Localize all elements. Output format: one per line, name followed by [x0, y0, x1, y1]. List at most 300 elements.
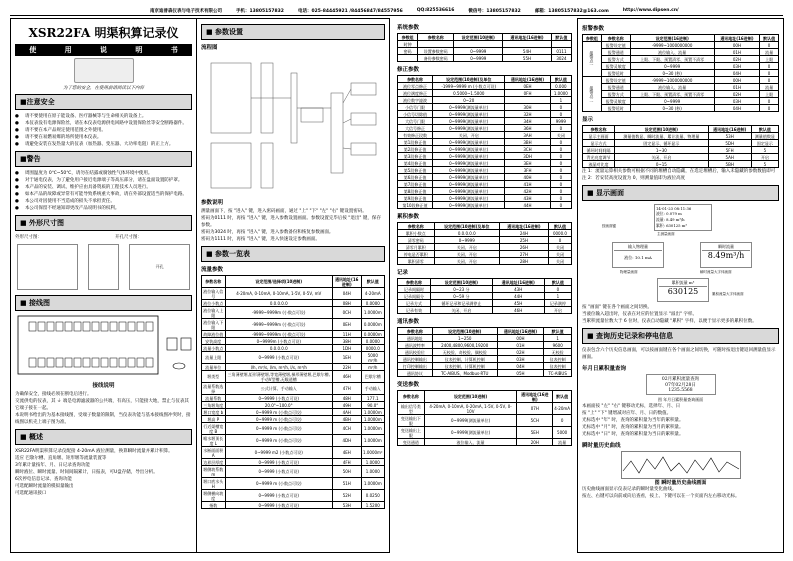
table-row: [202, 338, 385, 345]
table-cell: 报警通道: [601, 49, 630, 56]
table-cell: 1~250: [432, 335, 497, 342]
company: 南京迪普森仪表与电子技术有限公司: [150, 9, 222, 14]
table-cell: [551, 41, 571, 48]
column-header: 默认值: [551, 34, 571, 41]
table-row: [398, 202, 572, 209]
table-cell: 0.0000m: [361, 319, 384, 331]
table-row: [398, 174, 572, 181]
column-header: 参数名称: [398, 328, 433, 335]
table-cell: 0~30 (秒): [630, 70, 714, 77]
overview-item: XSR22FA明渠积算记录仪配接 4-20mA 液位测量，换算瞬时流量并累计积算。: [15, 449, 173, 454]
table-cell: 0~9999(测流量单位): [433, 188, 505, 195]
table-cell: -9999~9999m (小数点可设): [225, 319, 332, 331]
dimension-heading: ■ 外形尺寸图: [15, 215, 192, 231]
terminal: [47, 358, 54, 367]
table-cell: 关闭: [550, 132, 571, 139]
table-cell: 36H: [505, 125, 550, 132]
table-cell: 第10段修正值: [398, 202, 433, 209]
table-cell: 堰口宽度 b: [203, 409, 224, 415]
table-cell: 仪表控制: [544, 356, 572, 363]
ymd-date: 07年02月28日: [665, 383, 696, 388]
cutout-text: 开孔: [155, 264, 164, 269]
warning-heading: ■警告: [15, 151, 192, 167]
display-note: 注 1：流量运算相关参数可根据不同的堰槽自动隐藏，在选定堰槽后，输入未隐藏的参数数值即可: [582, 169, 776, 174]
table-cell: 故障液位值: [203, 331, 224, 337]
table-header: [398, 279, 572, 286]
table-cell: 第4段修正值: [398, 160, 433, 167]
table-cell: 关闭: [548, 244, 571, 251]
table-cell: 第5段修正值: [398, 167, 433, 174]
record-table: [397, 278, 572, 314]
screen-heading: ■ 显示画面: [582, 185, 779, 201]
table-cell: 52H: [332, 490, 361, 502]
table-row: [398, 230, 572, 237]
table-cell: 0: [550, 125, 571, 132]
table-cell: 0CH: [332, 307, 361, 319]
table-row: [202, 466, 385, 478]
table-cell: 液位输入、流量: [630, 49, 714, 56]
table-cell: 1.5200: [361, 502, 384, 509]
manual-char: 说: [99, 46, 107, 54]
table-cell: 0~9999(测流量单位): [424, 415, 517, 427]
column-header: 设定范围(10进制): [424, 391, 517, 403]
table-cell: 04H: [332, 288, 361, 300]
table-cell: 上限、下限、预置清零、预置不清零: [630, 91, 714, 98]
table-cell: 11H: [332, 331, 361, 338]
table-row: [398, 195, 572, 202]
safety-list: [15, 113, 192, 148]
table-row: [398, 97, 572, 104]
table-cell: 停电是否累积: [398, 251, 435, 258]
terminal: [128, 322, 135, 331]
table-row: [398, 160, 572, 167]
table-cell: 0: [553, 415, 572, 427]
table-cell: 24H: [499, 230, 548, 237]
table-row: [398, 125, 572, 132]
screen-note: 当累积流量位数大于 6 位时，仪表自动隐藏 "累积" 字样，以便于显示更多的累积位数。: [582, 319, 757, 324]
table-cell: 49H: [332, 402, 361, 409]
table-cell: 03H: [714, 63, 759, 70]
table-cell: 0~9999(测流量单位): [433, 153, 505, 160]
acc-screen: [657, 278, 709, 302]
table-row: [583, 98, 779, 105]
table-row: [398, 90, 572, 97]
table-cell: 38H: [332, 338, 361, 345]
column-header: 设定范围(10进制): [615, 126, 709, 133]
param-note: 密码为1111 时，再按 "进入" 键，进入快速设定参数画面。: [201, 237, 320, 242]
wiring-subheading: 接线说明: [92, 383, 115, 389]
table-cell: 5000 m³/h: [361, 352, 384, 364]
column-header: 通讯地址(16进制): [503, 34, 552, 41]
table-row: [398, 118, 572, 125]
table-cell: 三角薄壁堰,矩形薄壁堰,等宽薄壁堰,梯形薄壁堰,巴歇尔槽,手动V型槽,无喉道槽: [225, 371, 332, 383]
table-cell: 0: [550, 153, 571, 160]
history-text: 仪表包含六个历史信息画面，可以按画面键在各个画面之间切换，可随时按退出键返回测量值显示画面。: [582, 348, 776, 360]
table-cell: 3FH: [505, 167, 550, 174]
curve-heading: 瞬时量历史曲线: [582, 443, 621, 449]
table-row: [202, 345, 385, 352]
table-cell: 08H: [332, 300, 361, 307]
safety-item: ● 本仪表没有电源保险丝，请在本仪表电源供电回路中设置保险丝等安全断路器件。: [15, 120, 192, 127]
table-cell: 0EH: [505, 83, 550, 90]
table-cell: 备份参数密码: [418, 55, 454, 62]
terminal: [29, 358, 36, 367]
table-cell: 仪表控制、计算机控制: [432, 363, 497, 370]
table-row: [202, 447, 385, 459]
curve-caption: 图 瞬时量历史曲线画面: [654, 480, 707, 486]
param-list-heading: ■ 参数一览表: [201, 246, 385, 262]
table-cell: 0~9999(测流量单位): [433, 111, 505, 118]
table-cell: 1.0000m: [361, 416, 384, 423]
column-4: [577, 18, 784, 553]
table-row: [202, 395, 385, 402]
column-header: 默认值: [550, 76, 571, 83]
instant-caption: 瞬时流量大字体画面: [700, 270, 732, 274]
input-title: 输入物理量: [614, 244, 662, 251]
table-cell: 03H: [497, 356, 544, 363]
column-header: 通讯地址(16进制): [505, 76, 550, 83]
table-cell: 测量值数显: [751, 133, 778, 140]
table-cell: 固定显示: [751, 140, 778, 147]
table-row: [398, 167, 572, 174]
param-note: 测量画面下，按 "进入" 键，进入密码画面，通过 "上" "下" "左" "右" 键设置密码。: [201, 209, 367, 214]
output-params-heading: 变送参数: [397, 382, 420, 388]
overview-item: 3年累计量按年、月、日记录查询功能: [15, 463, 90, 468]
table-cell: 0~9999(测流量单位): [433, 195, 505, 202]
table-row: [583, 63, 779, 70]
table-cell: 报警设定值: [601, 42, 630, 49]
qq: QQ:825536616: [416, 8, 455, 13]
table-cell: 流量: [553, 439, 572, 446]
table-cell: 0: [550, 181, 571, 188]
table-cell: 45H: [492, 300, 544, 307]
table-cell: 流量小数点: [203, 345, 224, 351]
manual-char: 用: [64, 46, 72, 54]
table-cell: 记录方式: [398, 300, 431, 307]
flowchart-label: 流程图: [201, 45, 218, 51]
terminal: [74, 358, 81, 367]
warning-item: ● 本公司保留不经通知即更改产品说明书的权利。: [15, 205, 192, 212]
screen-level: 液位: 0.079 m: [656, 211, 682, 216]
ymd-value: 1235.5568: [668, 388, 693, 393]
table-cell: 0~20: [433, 97, 505, 104]
param-notes: [201, 208, 385, 243]
main-screen: [654, 204, 712, 231]
table-cell: 26H: [499, 244, 548, 251]
terminal: [38, 358, 45, 367]
table-row: [398, 403, 572, 415]
table-cell: 液晶对比度: [583, 161, 615, 168]
table-cell: 记录有效: [398, 307, 431, 314]
terminal: [47, 322, 54, 331]
table-cell: 第8段修正值: [398, 188, 433, 195]
table-cell: 边界层厚度: [203, 459, 224, 465]
terminal: [92, 358, 99, 367]
warning-item: ● 本公司对因使用不当造成的损失不承担责任。: [15, 198, 192, 205]
table-cell: 变送通道: [398, 439, 425, 446]
table-cell: 0~9999: [434, 237, 499, 244]
table-cell: 流量上限: [202, 352, 226, 364]
table-cell: 报警灵敏度: [601, 98, 630, 105]
terminal: [137, 322, 144, 331]
table-cell: 01H: [497, 342, 544, 349]
table-cell: 0~9999 m2 (小数点可设): [225, 447, 332, 459]
screen-diagram: [582, 204, 779, 304]
table-cell: 液位零点修正: [398, 83, 433, 90]
table-cell: 0: [550, 188, 571, 195]
table-cell: 0: [550, 146, 571, 153]
table-row: [202, 478, 385, 490]
table-header: [398, 223, 572, 230]
table-row: [202, 502, 385, 509]
acc-params-heading: 累积参数: [397, 214, 420, 220]
table-row: [398, 188, 572, 195]
fix-params-heading: 修正参数: [397, 67, 420, 73]
terminal: [56, 322, 63, 331]
table-cell: 变送输出上限: [398, 427, 425, 439]
table-row: [202, 288, 385, 300]
column-header: 默认值: [544, 328, 572, 335]
table-cell: 41H: [505, 181, 550, 188]
table-cell: 04H: [714, 70, 759, 77]
table-cell: 02H: [497, 349, 544, 356]
table-cell: 42H: [505, 188, 550, 195]
table-cell: 0~9999 (小数点可设): [225, 352, 332, 364]
ymd-note: 光标选中 "月" 时，查询的累积量为当月的累积量。: [582, 425, 684, 430]
screen-note: 当液位输入超出时，仪表在对应的位置显示 "溢出" 字样。: [582, 312, 697, 317]
table-cell: 0: [550, 167, 571, 174]
table-cell: 1EH: [332, 352, 361, 364]
table-cell: 53H: [708, 133, 751, 140]
table-cell: 4FH: [332, 459, 361, 466]
table-cell: m³/h: [361, 364, 384, 371]
column-header: 设定范围(10进制): [431, 279, 493, 286]
table-cell: 液位数字滤波: [398, 97, 433, 104]
table-cell: 指数: [202, 502, 226, 509]
instant-title: 瞬时流量: [702, 244, 750, 251]
overview-item: 可选配瞬时流量的模拟量输出: [15, 484, 74, 489]
table-cell: 0: [550, 174, 571, 181]
table-row: [202, 490, 385, 502]
terminal: [110, 358, 117, 367]
flow-param-table: [201, 275, 385, 509]
table-cell: 输出信号类型: [398, 403, 425, 415]
table-cell: 1.0000m: [361, 435, 384, 447]
table-cell: 0~9999(测流量单位): [433, 139, 505, 146]
table-cell: 5BH: [708, 161, 751, 168]
table-cell: 通讯地址: [398, 335, 433, 342]
alarm-param-table: [582, 34, 779, 112]
table-row: [583, 147, 779, 154]
table-cell: 0.000: [550, 83, 571, 90]
table-cell: 0: [760, 63, 779, 70]
table-row: [202, 416, 385, 423]
table-row: [583, 84, 779, 91]
table-cell: 04H: [714, 105, 759, 112]
table-cell: [503, 41, 552, 48]
table-cell: 4-20mA, 0-10mA, 0-20mA, 1-5V, 0-5V, 0-10V: [424, 403, 517, 415]
table-cell: 02H: [714, 56, 759, 63]
wiring-note: 为确保安全，接线必须在断电后进行。: [15, 392, 92, 397]
terminal: [137, 358, 144, 367]
table-header: [398, 328, 572, 335]
table-cell: 0: [550, 111, 571, 118]
safety-item: ● 请不要使用在原子能设备、医疗器械等与生命相关的设备上。: [15, 113, 192, 120]
table-cell: 1DH: [332, 345, 361, 352]
terminal: [83, 358, 90, 367]
table-cell: 设置参数密码: [418, 48, 454, 55]
table-cell: 4-20mA: [361, 288, 384, 300]
table-row: [583, 70, 779, 77]
table-cell: 清零月累积: [398, 244, 435, 251]
param-setup-heading: ■ 参数设置: [201, 24, 385, 40]
terminal: [110, 322, 117, 331]
table-cell: 0~30 (秒): [630, 105, 714, 112]
table-cell: 4EH: [332, 447, 361, 459]
ymd-note: 本画面按 "左" "右" 键移动光标，选择年、月、日: [582, 404, 681, 409]
table-row: [583, 56, 779, 63]
table-cell: 51H: [332, 478, 361, 490]
terminal: [38, 322, 45, 331]
table-cell: 177.1: [361, 395, 384, 402]
table-row: [398, 258, 572, 265]
acc-title: 累积流量 m³: [659, 280, 707, 287]
safety-item: ● 请避免安装在发热量大的仪表（加热器、变压器、大功率电阻）的正上方。: [15, 141, 192, 148]
table-row: [202, 352, 385, 364]
table-row: [398, 251, 572, 258]
table-cell: 28H: [499, 258, 548, 265]
output-param-table: [397, 390, 572, 446]
table-cell: 液位输入信号: [203, 288, 224, 299]
mobile: 手机：13805157832: [236, 9, 284, 14]
table-row: [398, 335, 572, 342]
ymd-caption: 图 年月日累积量查询画面: [657, 397, 704, 402]
comm-param-table: [397, 327, 572, 377]
table-cell: 0000.0: [361, 345, 384, 352]
table-cell: 5EH: [517, 427, 553, 439]
header-rule: [10, 15, 783, 16]
table-cell: 关闭、开启: [434, 258, 499, 265]
table-cell: 1.0000m²: [361, 447, 384, 459]
table-header: [398, 391, 572, 403]
table-cell: 00H: [714, 42, 759, 49]
table-row: [583, 42, 779, 49]
column-header: 参数组: [583, 35, 602, 42]
table-cell: 0: [544, 286, 571, 293]
table-cell: 上限: [760, 91, 779, 98]
side-view: [88, 244, 119, 290]
table-cell: 44H: [505, 202, 550, 209]
warning-item: ● 如本产品的故障或异常有可能导致系统重大事故，请在外部设置适当的保护电路。: [15, 191, 192, 198]
table-cell: 报警延时: [601, 105, 630, 112]
overview-list: [15, 448, 192, 497]
table-cell: 巴歇尔槽: [361, 371, 384, 383]
column-header: 设定范围(10进制): [432, 328, 497, 335]
table-cell: 0~9999m (小数点可设): [225, 338, 332, 345]
table-row: [398, 293, 572, 300]
param-note: 密码为0111 时，再按 "进入" 键，进入参数设置画面。参数设置完毕后按 "退出" 键，保存参数。: [201, 216, 381, 228]
table-cell: 关闭、开启: [434, 251, 499, 258]
alarm-group: 报警点一: [583, 42, 602, 77]
table-cell: 0.5000~1.5000: [433, 90, 505, 97]
url[interactable]: http://www.dipsen.cn/: [622, 8, 679, 13]
table-cell: 记录间隔时: [398, 286, 431, 293]
flow-params-heading: 流量参数: [201, 267, 224, 273]
table-cell: 53H: [332, 502, 361, 509]
table-cell: 0.0000: [361, 338, 384, 345]
dimension-drawings: [15, 242, 192, 292]
column-header: 设定范围(16进制): [630, 35, 714, 42]
wiring-note: 交流供电的仪表，其 ⏚ 端是电源滤波器的公共端，有高压，只能接大地，禁止与仪表其它端子接在一起。: [15, 399, 189, 411]
table-cell: 液位输入上限: [203, 307, 224, 318]
overview-item: 可选配通讯接口: [15, 491, 47, 496]
table-cell: 0~9999(测流量单位): [433, 125, 505, 132]
table-cell: 时钟: [398, 41, 418, 48]
table-cell: [454, 41, 503, 48]
table-cell: 报警通道: [601, 84, 630, 91]
table-row: [202, 423, 385, 435]
terminal: [74, 322, 81, 331]
manual-char: 明: [135, 46, 143, 54]
table-header: [398, 76, 572, 83]
table-cell: 3DH: [505, 153, 550, 160]
table-cell: 上限、下限、预置清零、预置不清零: [630, 56, 714, 63]
table-cell: 通讯波特率: [398, 342, 433, 349]
table-cell: 小信号切除值: [398, 111, 433, 118]
column-header: 默认值: [751, 126, 778, 133]
terminal: [56, 358, 63, 367]
table-cell: 0.0250: [361, 490, 384, 502]
table-row: [398, 244, 572, 251]
table-row: [583, 91, 779, 98]
acc-param-table: [397, 222, 572, 265]
column-header: 设定范围(10进制): [454, 34, 503, 41]
table-cell: 第9段修正值: [398, 195, 433, 202]
table-cell: 1~30: [615, 147, 709, 154]
column-header: 参数名称: [398, 76, 433, 83]
terminal: [83, 322, 90, 331]
table-cell: 47H: [332, 383, 361, 395]
ymd-notes: [582, 403, 779, 438]
table-cell: 4AH: [332, 409, 361, 416]
terminal: [119, 322, 126, 331]
table-cell: 1.0000m: [361, 409, 384, 416]
column-header: 参数名称: [398, 279, 431, 286]
column-header: 通讯地址(16进制): [517, 391, 553, 403]
table-cell: 4-20mA: [553, 403, 572, 415]
table-cell: 开启: [751, 154, 778, 161]
table-cell: 大信号门限: [398, 118, 433, 125]
column-header: 通讯地址(16进制): [708, 126, 751, 133]
table-cell: 0.0.0.0.0: [225, 300, 332, 307]
main-screen-caption: 主测量画面: [657, 232, 675, 236]
column-header: 默认值: [361, 276, 384, 288]
table-cell: 0~9999: [630, 63, 714, 70]
table-cell: 0~9999: [630, 98, 714, 105]
table-cell: 0~9999 (小数点可设): [225, 502, 332, 509]
table-cell: 0~9999(测流量单位): [433, 160, 505, 167]
table-cell: 液位小数点: [203, 300, 224, 306]
table-cell: 20H: [517, 439, 553, 446]
table-cell: 0: [548, 237, 571, 244]
flowchart: [201, 53, 386, 193]
table-cell: 05H: [497, 370, 544, 377]
column-header: 参数名称: [601, 35, 630, 42]
table-cell: 43H: [492, 286, 544, 293]
table-cell: 30H: [505, 104, 550, 111]
table-cell: 固定显示、循环显示: [615, 140, 709, 147]
table-cell: 0~9999(测流量单位): [433, 118, 505, 125]
